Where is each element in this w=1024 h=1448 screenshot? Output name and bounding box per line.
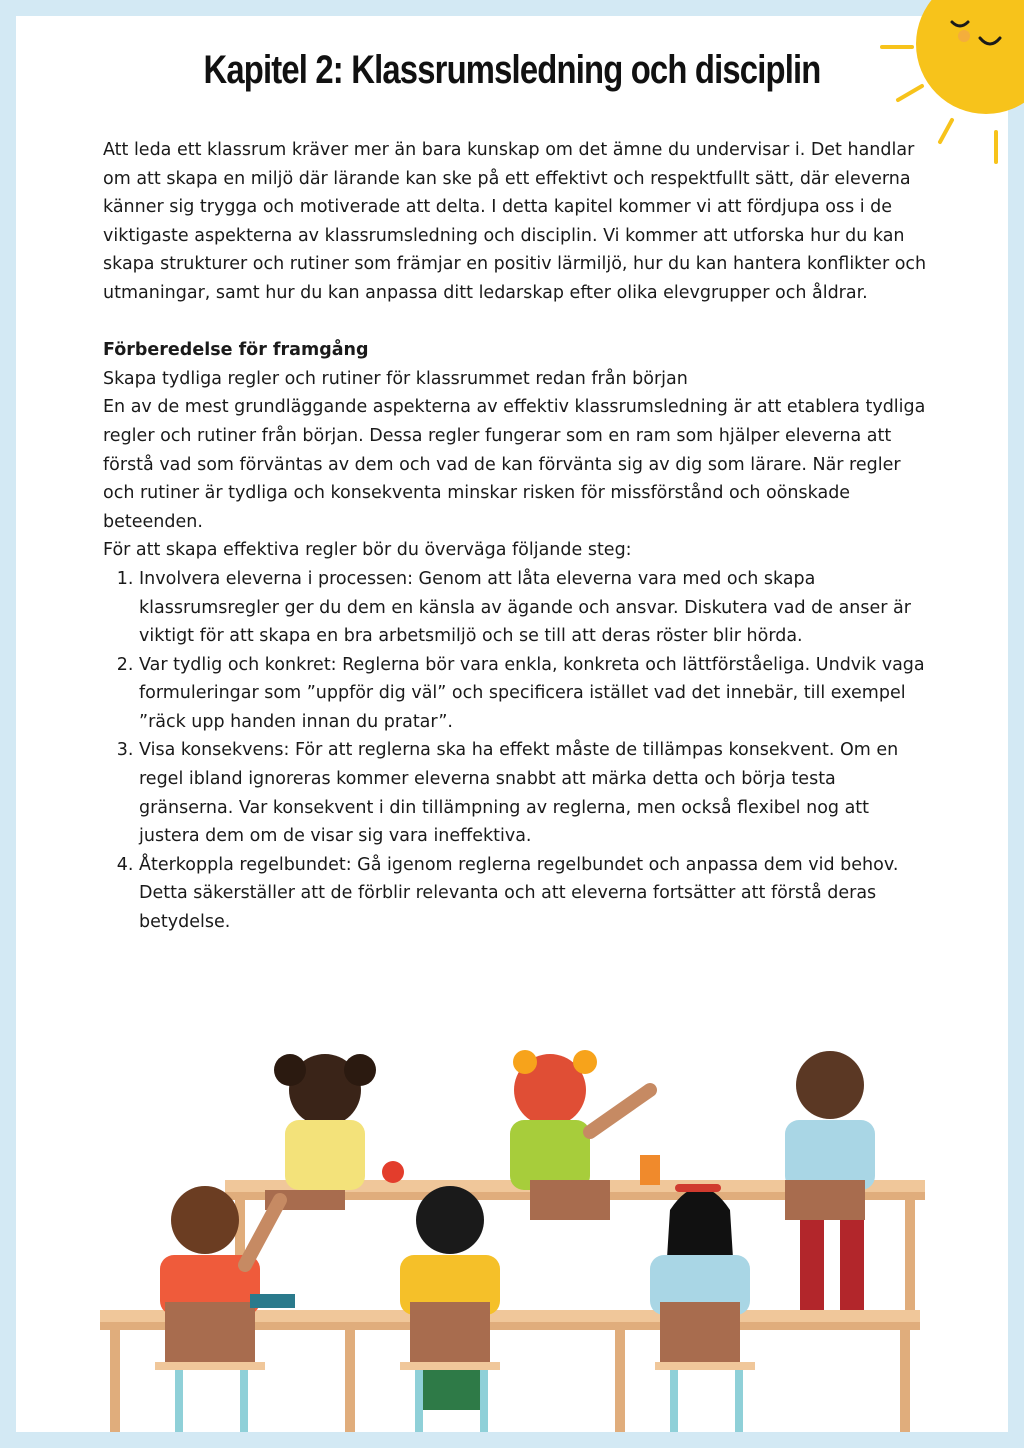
section-body: En av de mest grundläggande aspekterna av effektiv klassrumsledning är att etablera tydliga regler och rutiner från början. Dessa regler fungerar som en ram som hjälper eleverna att förstå vad som förväntas av dem och vad de kan förvänta sig av dig som lärare. När regler och rutiner är tydliga och konsekventa minskar risken för missförstånd och oönskade beteenden. bbox=[103, 397, 926, 532]
list-item: 2. Var tydlig och konkret: Reglerna bör vara enkla, konkreta och lättförståeliga. Undvik vaga formuleringar som ”uppför dig väl” och specificera istället vad det innebär, till exempel ”räck upp handen innan du pratar”. bbox=[139, 651, 933, 737]
steps-list bbox=[103, 565, 933, 937]
section-subheading: Skapa tydliga regler och rutiner för klassrummet redan från början bbox=[103, 368, 688, 389]
student-back-right bbox=[785, 1051, 875, 1320]
main-content bbox=[103, 136, 933, 937]
intro-paragraph: Att leda ett klassrum kräver mer än bara kunskap om det ämne du undervisar i. Det handlar om att skapa en miljö där lärande kan ske på ett effektivt och respektfullt sätt, där eleverna känner sig trygga och motiverade att delta. I detta kapitel kommer vi att fördjupa oss i de viktigaste aspekterna av klassrumsledning och disciplin. Vi kommer att utforska hur du kan skapa strukturer och rutiner som främjar en positiv lärmiljö, hur du kan hantera konflikter och utmaningar, samt hur du kan anpassa ditt ledarskap efter olika elevgrupper och åldrar. bbox=[103, 140, 927, 303]
pencil-cup-icon bbox=[640, 1155, 660, 1185]
list-item: 3. Visa konsekvens: För att reglerna ska ha effekt måste de tillämpas konsekvent. Om en regel ibland ignoreras kommer eleverna snabbt att märka detta och börja testa gränserna. Var konsekvent i din tillämpning av reglerna, men också flexibel nog att justera dem om de visar sig vara ineffektiva. bbox=[139, 736, 933, 850]
student-front-left bbox=[155, 1186, 280, 1370]
apple-icon bbox=[382, 1161, 404, 1183]
list-item: 4. Återkoppla regelbundet: Gå igenom reglerna regelbundet och anpassa dem vid behov. Detta säkerställer att de förblir relevanta och att eleverna fortsätter att förstå deras betydelse. bbox=[139, 851, 933, 937]
section-heading: Förberedelse för framgång bbox=[103, 340, 369, 361]
student-front-right bbox=[650, 1184, 755, 1370]
classroom-illustration bbox=[95, 1040, 925, 1432]
list-intro: För att skapa effektiva regler bör du överväga följande steg: bbox=[103, 540, 632, 561]
page-title: Kapitel 2: Klassrumsledning och disciplin bbox=[203, 48, 821, 92]
books-icon bbox=[250, 1294, 295, 1308]
list-item: 1. Involvera eleverna i processen: Genom att låta eleverna vara med och skapa klassrumsregler ger du dem en känsla av ägande och ansvar. Diskutera vad de anser är viktigt för att skapa en bra arbetsmiljö och se till att deras röster blir hörda. bbox=[139, 565, 933, 651]
